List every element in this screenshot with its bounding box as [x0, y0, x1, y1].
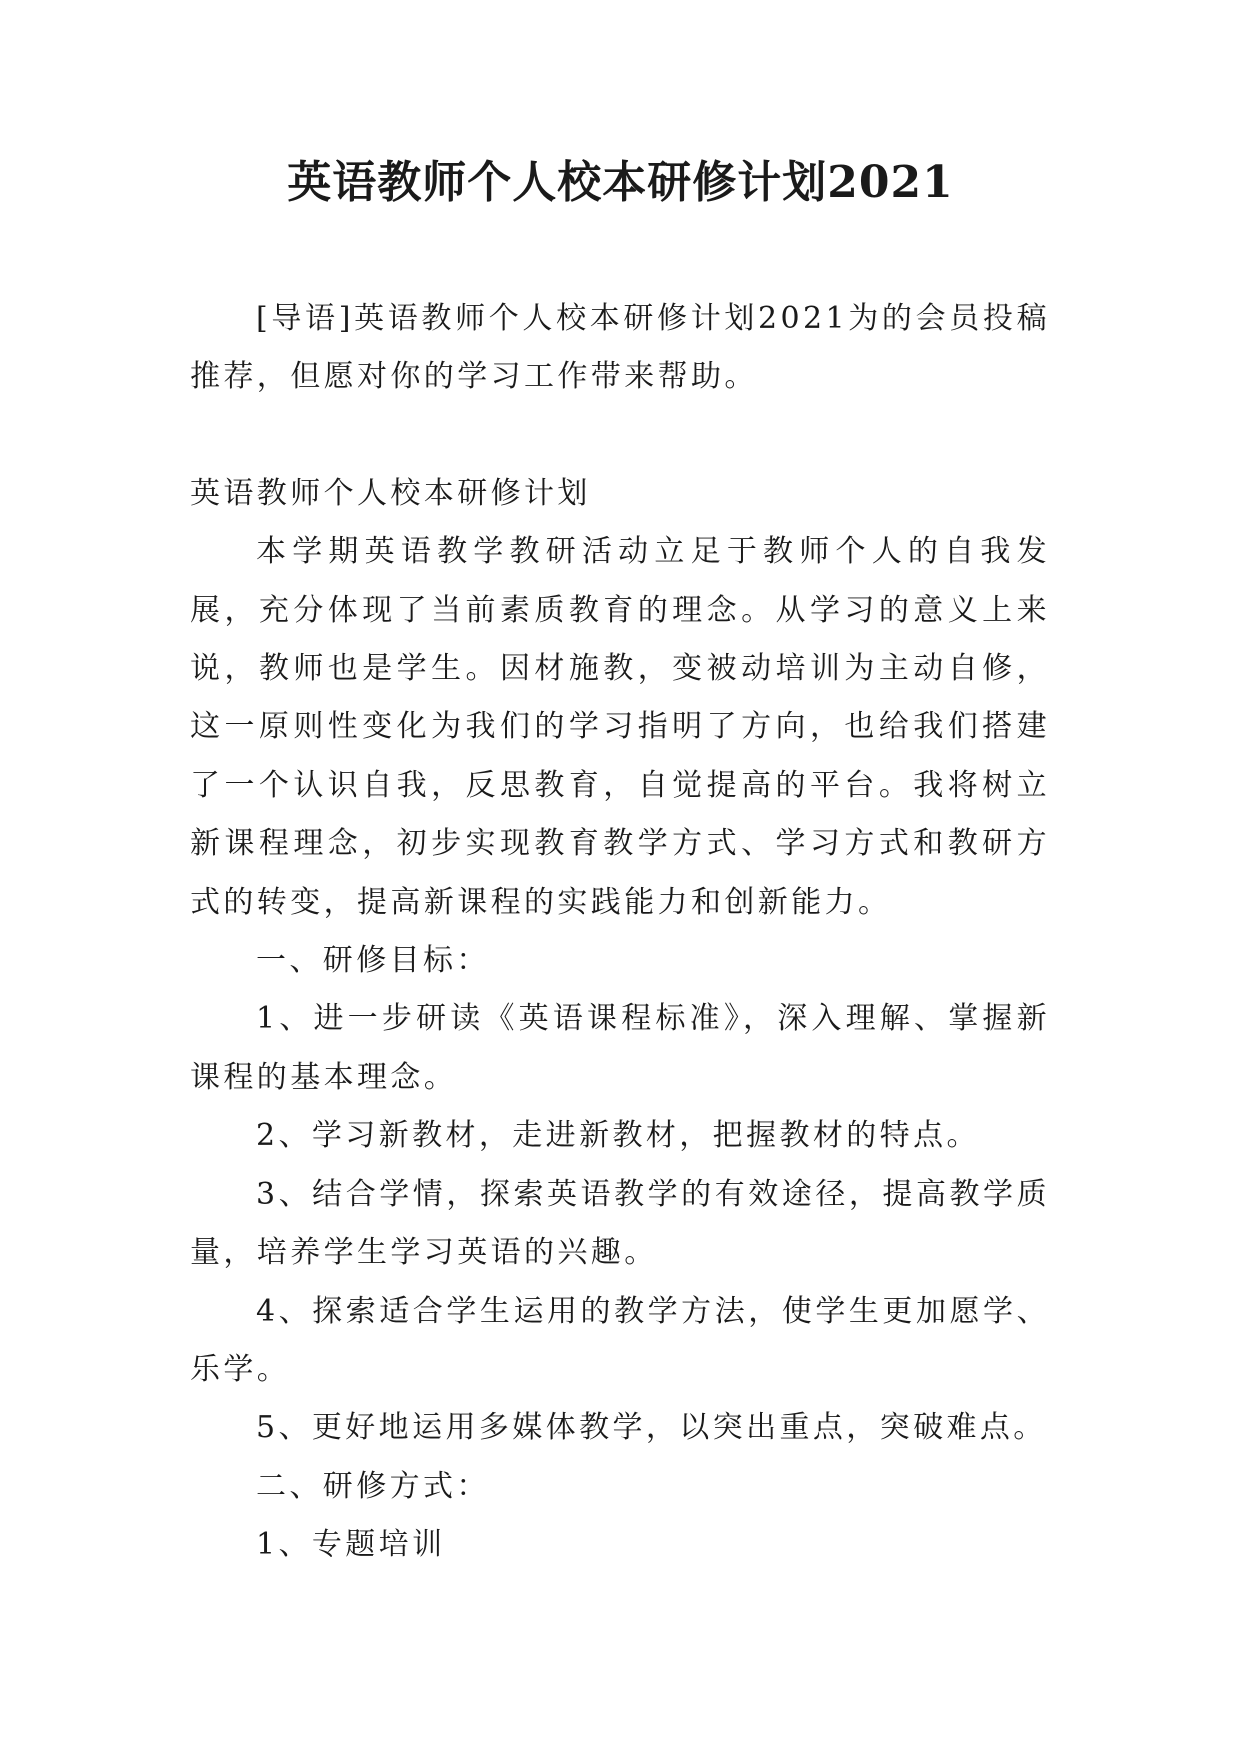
- document-body: [190, 290, 1050, 1575]
- intro-paragraph: [导语]英语教师个人校本研修计划2021为的会员投稿推荐，但愿对你的学习工作带来帮助。: [190, 301, 1050, 395]
- section-heading: 二、研修方式：: [256, 1468, 490, 1504]
- list-item: 1、进一步研读《英语课程标准》，深入理解、掌握新课程的基本理念。: [190, 1001, 1050, 1095]
- document-title: 英语教师个人校本研修计划2021: [287, 157, 954, 208]
- list-item: 2、学习新教材，走进新教材，把握教材的特点。: [256, 1118, 980, 1154]
- list-item: 3、结合学情，探索英语教学的有效途径，提高教学质量，培养学生学习英语的兴趣。: [190, 1176, 1050, 1271]
- section-subtitle: 英语教师个人校本研修计划: [190, 475, 591, 511]
- list-item: 4、探索适合学生运用的教学方法，使学生更加愿学、乐学。: [190, 1293, 1050, 1387]
- list-item: 1、专题培训: [256, 1527, 446, 1563]
- list-item: 5、更好地运用多媒体教学，以突出重点，突破难点。: [256, 1410, 1047, 1446]
- body-paragraph: 本学期英语教学教研活动立足于教师个人的自我发展，充分体现了当前素质教育的理念。从学习的意义上来说，教师也是学生。因材施教，变被动培训为主动自修，这一原则性变化为我们的学习指明了方向，也给我们搭建了一个认识自我，反思教育，自觉提高的平台。我将树立新课程理念，初步实现教育教学方式、学习方式和教研方式的转变，提高新课程的实践能力和创新能力。: [190, 534, 1050, 920]
- section-heading: 一、研修目标：: [256, 943, 490, 979]
